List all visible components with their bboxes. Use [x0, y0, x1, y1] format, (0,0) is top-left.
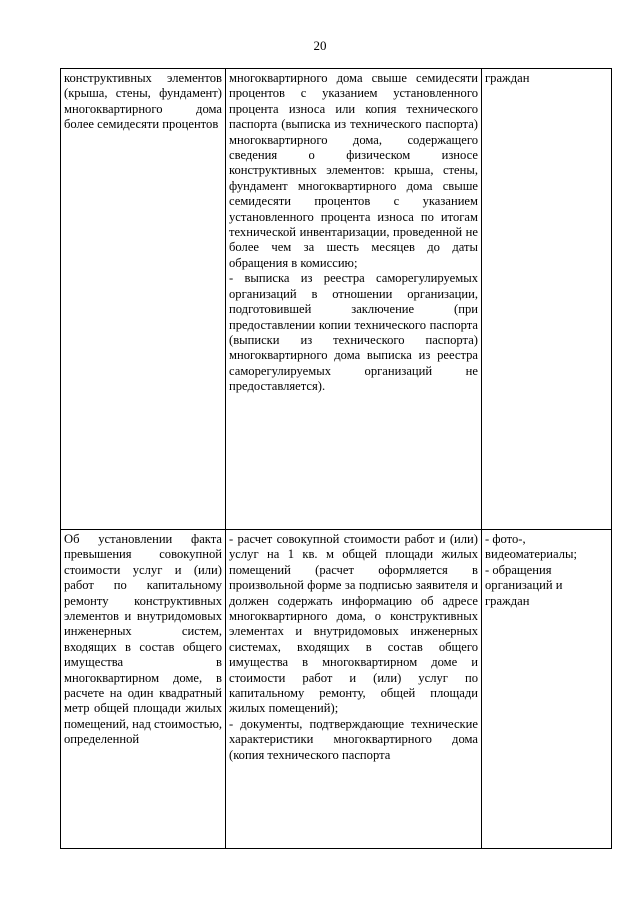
cell-text: многоквартирного дома свыше семидесяти процентов с указанием установленного процента износа или копия технического паспорта (выписка из технического паспорта) многоквартирного дома, содержащего сведения о физическом износе конструктивных элементов: крыша, стены, фундамент многоквартирного дома свыше семидесяти процентов с указанием установленного процента износа по итогам технической инвентаризации, проведенной не более чем за шесть месяцев до даты обращения в комиссию; - выписка из реестра саморегулируемых организаций в отношении организации, подготовившей заключение (при предоставлении копии технического паспорта (выписки из технического паспорта) многоквартирного дома выписка из реестра саморегулируемых организаций не предоставляется). — [229, 71, 478, 394]
document-table — [60, 68, 612, 849]
table-cell-documents — [226, 69, 482, 530]
table-row — [61, 69, 612, 530]
cell-text: Об установлении факта превышения совокупной стоимости услуг и (или) работ по капитальному ремонту конструктивных элементов и внутридомовых инженерных систем, входящих в состав общего имущества в многоквартирном доме, в расчете на один квадратный метр общей площади жилых помещений, над стоимостью, определенной — [64, 532, 222, 747]
table-cell-documents — [226, 530, 482, 849]
table-cell-grounds — [482, 530, 612, 849]
cell-text: граждан — [485, 71, 530, 85]
table-row — [61, 530, 612, 849]
table-cell-subject — [61, 530, 226, 849]
cell-text: - фото-, видеоматериалы; - обращения организаций и граждан — [485, 532, 577, 608]
table-cell-subject — [61, 69, 226, 530]
page-number: 20 — [313, 38, 327, 53]
cell-text: - расчет совокупной стоимости работ и (или) услуг на 1 кв. м общей площади жилых помещений (расчет оформляется в произвольной форме за подписью заявителя и должен содержать информацию об адресе многоквартирного дома, о конструктивных элементах и внутридомовых инженерных системах, входящих в состав общего имущества в многоквартирном доме и стоимости работ и (или) услуг по капитальному ремонту, общей площади жилых помещений); - документы, подтверждающие технические характеристики многоквартирного дома (копия технического паспорта — [229, 532, 478, 762]
cell-text: конструктивных элементов (крыша, стены, фундамент) многоквартирного дома более семидесяти процентов — [64, 71, 222, 132]
table-cell-grounds — [482, 69, 612, 530]
